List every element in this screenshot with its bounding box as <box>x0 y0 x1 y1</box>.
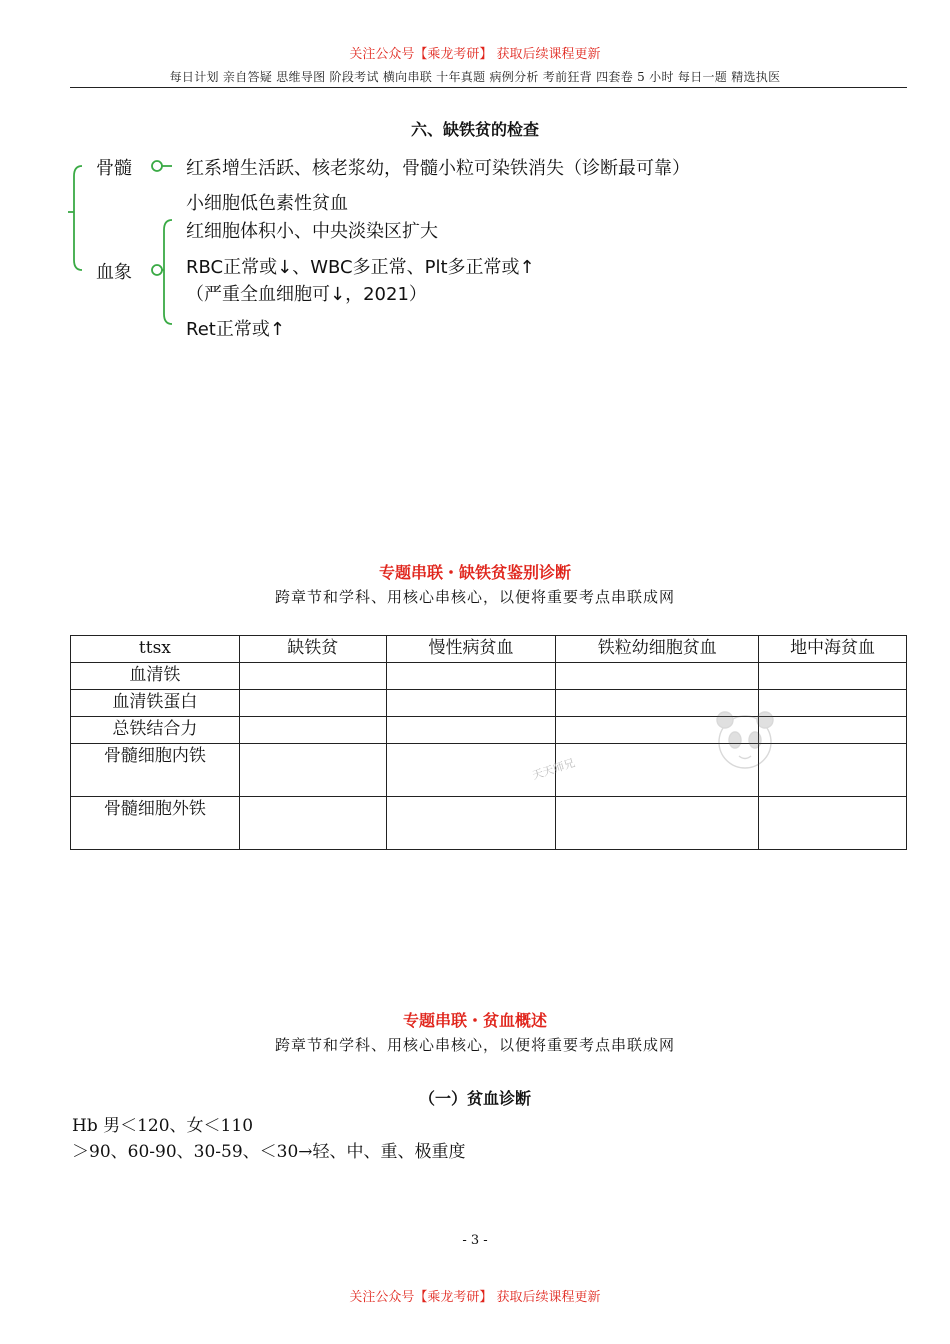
page-number: - 3 - <box>462 1233 488 1248</box>
table-cell <box>556 797 759 850</box>
panda-watermark-icon <box>705 700 785 780</box>
header-divider <box>70 87 907 88</box>
table-row-label: 骨髓细胞内铁 <box>71 744 240 797</box>
mindmap-blood-item: RBC正常或↓、WBC多正常、Plt多正常或↑ <box>186 257 535 278</box>
table-header-cell: 地中海贫血 <box>759 636 907 663</box>
topic1-title: 专题串联・缺铁贫鉴别诊断 <box>378 563 571 582</box>
table-header-cell: 慢性病贫血 <box>386 636 556 663</box>
mindmap-blood-item: 红细胞体积小、中央淡染区扩大 <box>186 221 438 242</box>
anemia-severity-line: ＞90、60-90、30-59、＜30→轻、中、重、极重度 <box>72 1142 466 1162</box>
table-cell <box>239 717 386 744</box>
root-bracket <box>74 166 82 270</box>
table-cell <box>239 797 386 850</box>
table-header-cell: ttsx <box>71 636 240 663</box>
table-cell <box>386 690 556 717</box>
table-row <box>71 797 907 850</box>
mindmap-blood-item: 小细胞低色素性贫血 <box>186 193 348 214</box>
table-cell <box>386 797 556 850</box>
header-nav-line: 每日计划 亲自答疑 思维导图 阶段考试 横向串联 十年真题 病例分析 考前狂背 四套卷 5 小时 每日一题 精选执医 <box>169 70 781 84</box>
table-row-label: 血清铁蛋白 <box>71 690 240 717</box>
mindmap-label-blood: 血象 <box>96 262 132 283</box>
table-header-cell: 铁粒幼细胞贫血 <box>556 636 759 663</box>
mindmap-blood-item: （严重全血细胞可↓，2021） <box>186 284 427 305</box>
table-row-label: 总铁结合力 <box>71 717 240 744</box>
topic1-subtitle: 跨章节和学科、用核心串核心，以便将重要考点串联成网 <box>274 588 675 606</box>
footer-promo: 关注公众号【乘龙考研】 获取后续课程更新 <box>349 1290 601 1305</box>
table-cell <box>556 663 759 690</box>
table-row <box>71 663 907 690</box>
mindmap-label-marrow: 骨髓 <box>96 158 132 179</box>
table-cell <box>386 663 556 690</box>
table-cell <box>386 717 556 744</box>
topic2-subtitle: 跨章节和学科、用核心串核心，以便将重要考点串联成网 <box>274 1036 675 1054</box>
table-cell <box>239 690 386 717</box>
header-promo: 关注公众号【乘龙考研】 获取后续课程更新 <box>349 47 601 62</box>
mindmap-text-marrow: 红系增生活跃、核老浆幼，骨髓小粒可染铁消失（诊断最可靠） <box>186 158 690 179</box>
blood-bracket <box>164 220 172 324</box>
blood-node-icon <box>152 265 162 275</box>
table-row-label: 血清铁 <box>71 663 240 690</box>
table-header-cell: 缺铁贫 <box>239 636 386 663</box>
mindmap-blood-item: Ret正常或↑ <box>186 319 285 340</box>
table-cell <box>759 663 907 690</box>
topic2-subheading: （一）贫血诊断 <box>418 1089 531 1108</box>
section-title: 六、缺铁贫的检查 <box>410 120 539 139</box>
table-cell <box>239 663 386 690</box>
table-cell <box>239 744 386 797</box>
anemia-criteria-line: Hb 男＜120、女＜110 <box>72 1116 254 1136</box>
watermark-text: 天天师兄 <box>530 756 577 783</box>
table-cell <box>759 797 907 850</box>
marrow-node-icon <box>152 161 162 171</box>
table-row-label: 骨髓细胞外铁 <box>71 797 240 850</box>
table-header-row <box>71 636 907 663</box>
topic2-title: 专题串联・贫血概述 <box>402 1011 547 1030</box>
